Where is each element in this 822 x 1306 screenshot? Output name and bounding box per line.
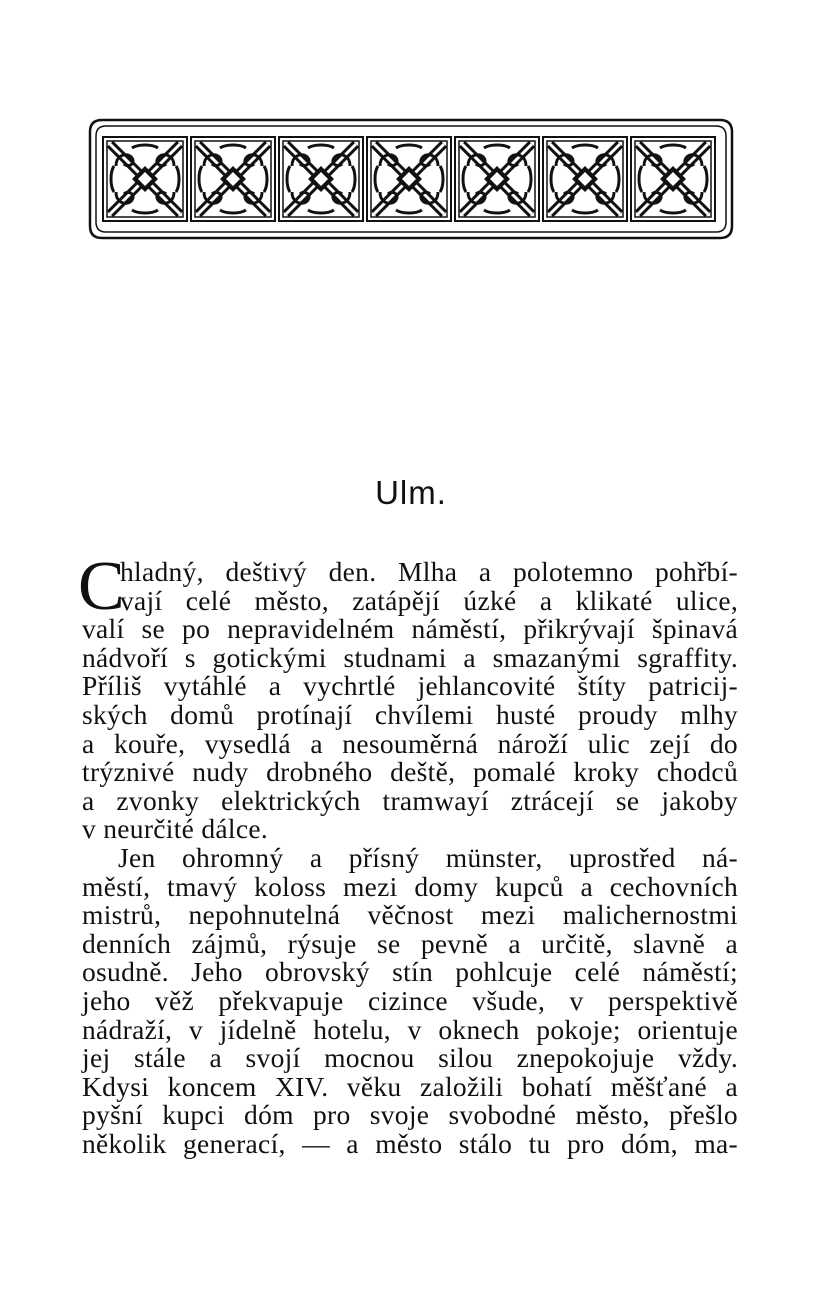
text-line: jej stále a svojí mocnou silou znepokojuje vždy.: [82, 1042, 738, 1074]
text-line: a kouře, vysedlá a nesouměrná nároží ulic zejí do: [82, 727, 738, 759]
text-line: jeho věž překvapuje cizince všude, v perspektivě: [82, 984, 738, 1016]
text-line: pyšní kupci dóm pro svoje svobodné město, přešlo: [82, 1099, 738, 1131]
text-line: Příliš vytáhlé a vychrtlé jehlancovité štíty patricij-: [82, 670, 738, 702]
text-line: Kdysi koncem XIV. věku založili bohatí měšťané a: [82, 1070, 738, 1102]
text-line: a zvonky elektrických tramwayí ztrácejí se jakoby: [82, 784, 738, 816]
text-line: nádvoří s gotickými studnami a smazanými sgraffity.: [82, 641, 738, 673]
drop-cap: C: [78, 548, 125, 625]
text-line: několik generací, — a město stálo tu pro dóm, ma-: [82, 1127, 738, 1159]
text-line: denních zájmů, rýsuje se pevně a určitě, slavně a: [82, 927, 738, 959]
text-line: valí se po nepravidelném náměstí, přikrývají špinavá: [82, 613, 738, 645]
body-text: [78, 548, 738, 1159]
knot-tile: [191, 137, 275, 221]
text-line: mistrů, nepohnutelná věčnost mezi malichernostmi: [82, 899, 738, 931]
text-line: v neurčité dálce.: [82, 813, 269, 845]
text-line: vají celé město, zatápějí úzké a klikaté ulice,: [120, 584, 738, 616]
text-line: nádraží, v jídelně hotelu, v oknech pokoje; orientuje: [82, 1013, 738, 1045]
knot-tile: [367, 137, 451, 221]
knot-tile: [103, 137, 187, 221]
knot-tile: [543, 137, 627, 221]
text-line: trýznivé nudy drobného deště, pomalé kroky chodců: [82, 756, 738, 788]
text-line: osudně. Jeho obrovský stín pohlcuje celé náměstí;: [82, 956, 738, 988]
chapter-title: Ulm.: [375, 474, 447, 511]
text-line: městí, tmavý koloss mezi domy kupců a cechovních: [82, 870, 738, 902]
ornamental-header-border: [84, 118, 738, 240]
knot-tile: [279, 137, 363, 221]
text-line-1: C hladný, deštivý den. Mlha a polotemno pohřbí-: [78, 548, 738, 625]
knot-tile: [631, 137, 715, 221]
text-line: ských domů protínají chvílemi husté proudy mlhy: [82, 698, 738, 730]
knot-tile: [455, 137, 539, 221]
text-line: Jen ohromný a přísný münster, uprostřed ná-: [118, 841, 738, 873]
